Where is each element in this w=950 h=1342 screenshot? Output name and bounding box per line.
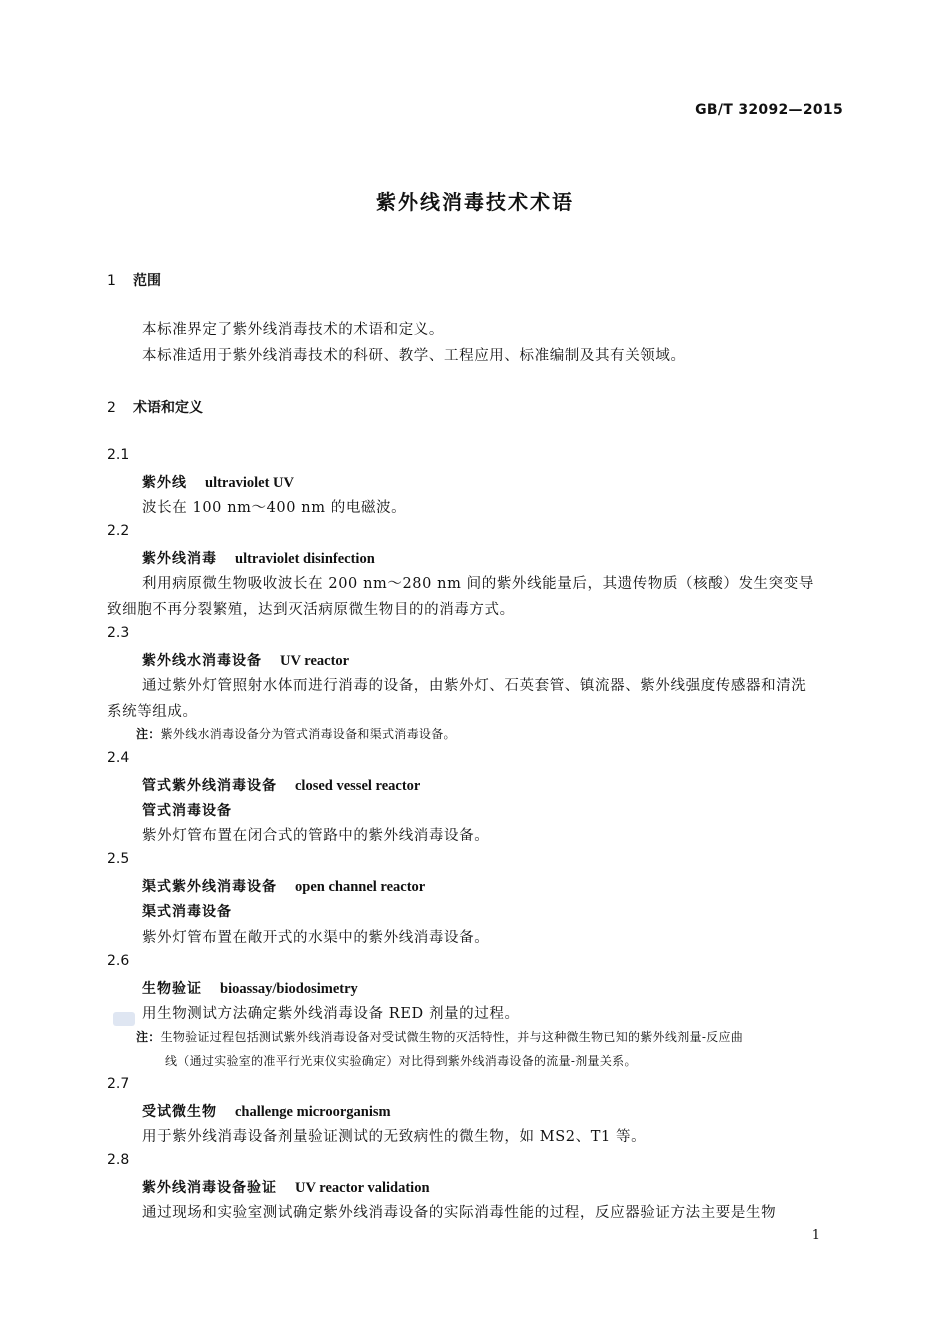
section-number: 1 bbox=[107, 273, 116, 289]
term-zh: 紫外线消毒设备验证 bbox=[142, 1180, 277, 1196]
definition-continued: 致细胞不再分裂繁殖，达到灭活病原微生物目的的消毒方式。 bbox=[107, 602, 515, 618]
term-synonym: 渠式消毒设备 bbox=[142, 904, 232, 920]
term-zh: 紫外线消毒 bbox=[142, 551, 217, 567]
term-en: ultraviolet UV bbox=[205, 475, 294, 491]
standard-code: GB/T 32092—2015 bbox=[695, 102, 843, 118]
watermark-stamp bbox=[113, 1012, 135, 1026]
clause-number: 2.1 bbox=[107, 447, 130, 463]
clause-number: 2.5 bbox=[107, 851, 130, 867]
definition-continued: 系统等组成。 bbox=[107, 704, 198, 720]
note-label: 注： bbox=[136, 1030, 161, 1044]
term-en: challenge microorganism bbox=[235, 1104, 391, 1120]
term-heading bbox=[142, 472, 294, 492]
note bbox=[136, 725, 456, 742]
clause-number: 2.6 bbox=[107, 953, 130, 969]
page-number: 1 bbox=[811, 1228, 820, 1243]
note-text: 生物验证过程包括测试紫外线消毒设备对受试微生物的灭活特性，并与这种微生物已知的紫外线剂量-反应曲 bbox=[160, 1030, 744, 1044]
definition: 用于紫外线消毒设备剂量验证测试的无致病性的微生物，如 MS2、T1 等。 bbox=[142, 1129, 647, 1145]
term-en: closed vessel reactor bbox=[295, 778, 421, 794]
term-heading bbox=[142, 978, 358, 998]
term-zh: 生物验证 bbox=[142, 981, 202, 997]
clause-number: 2.4 bbox=[107, 750, 130, 766]
term-zh: 紫外线水消毒设备 bbox=[142, 653, 262, 669]
term-zh: 受试微生物 bbox=[142, 1104, 217, 1120]
term-en: open channel reactor bbox=[295, 879, 426, 895]
definition: 波长在 100 nm～400 nm 的电磁波。 bbox=[142, 500, 407, 516]
definition: 用生物测试方法确定紫外线消毒设备 RED 剂量的过程。 bbox=[142, 1006, 520, 1022]
definition: 通过紫外灯管照射水体而进行消毒的设备，由紫外灯、石英套管、镇流器、紫外线强度传感器和清洗 bbox=[142, 678, 807, 694]
clause-number: 2.7 bbox=[107, 1076, 130, 1092]
definition: 通过现场和实验室测试确定紫外线消毒设备的实际消毒性能的过程，反应器验证方法主要是生物 bbox=[142, 1205, 777, 1221]
note bbox=[136, 1028, 743, 1045]
definition: 紫外灯管布置在敞开式的水渠中的紫外线消毒设备。 bbox=[142, 930, 490, 946]
term-en: bioassay/biodosimetry bbox=[220, 981, 358, 997]
term-en: UV reactor bbox=[280, 653, 350, 669]
document-title: 紫外线消毒技术术语 bbox=[376, 190, 574, 214]
note-text-continued: 线（通过实验室的准平行光束仪实验确定）对比得到紫外线消毒设备的流量-剂量关系。 bbox=[165, 1054, 637, 1068]
section-number: 2 bbox=[107, 400, 116, 416]
term-zh: 紫外线 bbox=[142, 475, 187, 491]
section-2-heading bbox=[107, 397, 203, 417]
term-heading bbox=[142, 650, 349, 670]
paragraph: 本标准界定了紫外线消毒技术的术语和定义。 bbox=[142, 322, 444, 338]
term-zh: 管式紫外线消毒设备 bbox=[142, 778, 277, 794]
term-en: ultraviolet disinfection bbox=[235, 551, 375, 567]
term-en: UV reactor validation bbox=[295, 1180, 430, 1196]
term-heading bbox=[142, 1177, 430, 1197]
clause-number: 2.8 bbox=[107, 1152, 130, 1168]
section-1-heading bbox=[107, 270, 161, 290]
paragraph: 本标准适用于紫外线消毒技术的科研、教学、工程应用、标准编制及其有关领域。 bbox=[142, 348, 686, 364]
note-label: 注： bbox=[136, 727, 161, 741]
section-title: 术语和定义 bbox=[133, 400, 203, 416]
note-text: 紫外线水消毒设备分为管式消毒设备和渠式消毒设备。 bbox=[160, 727, 456, 741]
term-zh: 渠式紫外线消毒设备 bbox=[142, 879, 277, 895]
section-title: 范围 bbox=[133, 273, 161, 289]
clause-number: 2.2 bbox=[107, 523, 130, 539]
term-heading bbox=[142, 876, 425, 896]
term-synonym: 管式消毒设备 bbox=[142, 803, 232, 819]
term-heading bbox=[142, 775, 420, 795]
term-heading bbox=[142, 1101, 391, 1121]
definition: 利用病原微生物吸收波长在 200 nm～280 nm 间的紫外线能量后，其遗传物质（核酸）发生突变导 bbox=[142, 576, 814, 592]
clause-number: 2.3 bbox=[107, 625, 130, 641]
definition: 紫外灯管布置在闭合式的管路中的紫外线消毒设备。 bbox=[142, 828, 490, 844]
term-heading bbox=[142, 548, 375, 568]
